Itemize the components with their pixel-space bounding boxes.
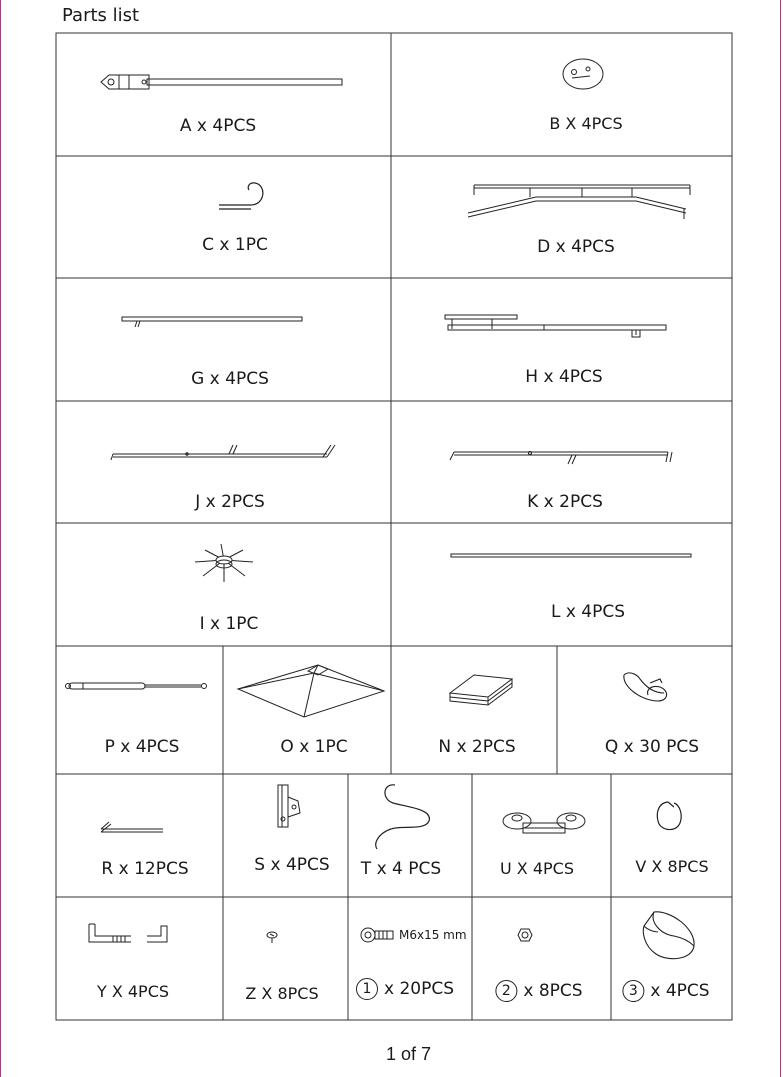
part-k-label: K x 2PCS — [527, 492, 603, 512]
part-t-label: T x 4 PCS — [360, 859, 442, 879]
part-1-drawing — [359, 926, 395, 944]
part-o-label: O x 1PC — [280, 737, 348, 757]
cell-part-d — [392, 157, 731, 277]
cell-part-t — [349, 775, 471, 896]
cell-part-3 — [612, 898, 731, 1019]
part-j-label: J x 2PCS — [195, 492, 265, 512]
cell-part-p — [57, 647, 222, 773]
cell-part-j — [57, 402, 390, 522]
cell-part-1 — [349, 898, 471, 1019]
part-b-label: B X 4PCS — [549, 114, 623, 133]
part-n-label: N x 2PCS — [438, 737, 516, 757]
part-i-label: I x 1PC — [199, 614, 259, 634]
part-y-drawing — [85, 922, 171, 952]
part-2-qty: x 8PCS — [523, 981, 583, 1001]
part-u-drawing — [501, 809, 587, 839]
cell-part-i — [57, 524, 390, 645]
cell-part-y — [57, 898, 222, 1019]
part-3-number: 3 — [622, 980, 644, 1002]
bolt-spec: M6x15 mm — [399, 928, 467, 942]
part-v-label: V X 8PCS — [635, 857, 709, 876]
cell-part-c — [57, 157, 390, 277]
cell-part-h — [392, 279, 731, 400]
cell-part-n — [392, 647, 556, 773]
part-z-drawing — [264, 930, 280, 944]
part-d-drawing — [466, 183, 694, 221]
part-y-label: Y X 4PCS — [96, 982, 170, 1001]
part-j-drawing — [109, 442, 339, 462]
part-b-drawing — [560, 58, 606, 92]
part-p-label: P x 4PCS — [104, 737, 180, 757]
cell-part-o — [224, 647, 390, 773]
part-g-drawing — [121, 315, 303, 329]
part-1-qty: x 20PCS — [383, 979, 455, 999]
part-u-label: U X 4PCS — [500, 859, 574, 878]
cell-part-g — [57, 279, 390, 400]
cell-part-s — [224, 775, 347, 896]
part-k-drawing — [448, 446, 676, 466]
part-r-label: R x 12PCS — [101, 859, 189, 879]
page-title: Parts list — [62, 5, 140, 26]
part-2-number: 2 — [495, 980, 517, 1002]
part-c-drawing — [217, 181, 269, 211]
part-1-label — [356, 978, 454, 1000]
cell-part-u — [473, 775, 610, 896]
part-q-label: Q x 30 PCS — [604, 737, 700, 757]
part-t-drawing — [371, 781, 435, 851]
cell-part-k — [392, 402, 731, 522]
part-l-drawing — [450, 552, 692, 560]
part-v-drawing — [654, 799, 684, 835]
cell-part-2 — [473, 898, 610, 1019]
cell-part-b — [392, 34, 731, 155]
cell-part-v — [612, 775, 731, 896]
cell-part-l — [392, 524, 731, 645]
part-p-drawing — [65, 679, 209, 693]
part-c-label: C x 1PC — [202, 235, 268, 255]
part-3-qty: x 4PCS — [650, 981, 710, 1001]
part-s-label: S x 4PCS — [254, 855, 330, 875]
cell-part-z — [224, 898, 347, 1019]
part-z-label: Z X 8PCS — [245, 984, 319, 1003]
part-s-drawing — [274, 783, 304, 829]
part-3-label — [622, 980, 709, 1002]
page-number: 1 of 7 — [386, 1044, 432, 1064]
part-d-label: D x 4PCS — [537, 237, 615, 257]
part-1-number: 1 — [356, 978, 378, 1000]
part-r-drawing — [97, 819, 165, 835]
part-g-label: G x 4PCS — [191, 369, 269, 389]
cell-part-a — [57, 34, 390, 155]
part-h-drawing — [444, 313, 670, 341]
part-3-drawing — [640, 908, 698, 964]
part-n-drawing — [446, 671, 516, 707]
cell-part-q — [558, 647, 731, 773]
part-2-label — [495, 980, 582, 1002]
part-o-drawing — [236, 661, 386, 721]
part-i-drawing — [191, 542, 257, 586]
part-a-label: A x 4PCS — [179, 116, 257, 136]
part-a-drawing — [99, 72, 345, 94]
part-l-label: L x 4PCS — [550, 602, 626, 622]
part-h-label: H x 4PCS — [525, 367, 603, 387]
cell-part-r — [57, 775, 222, 896]
part-q-drawing — [620, 667, 672, 707]
part-2-drawing — [517, 928, 533, 942]
